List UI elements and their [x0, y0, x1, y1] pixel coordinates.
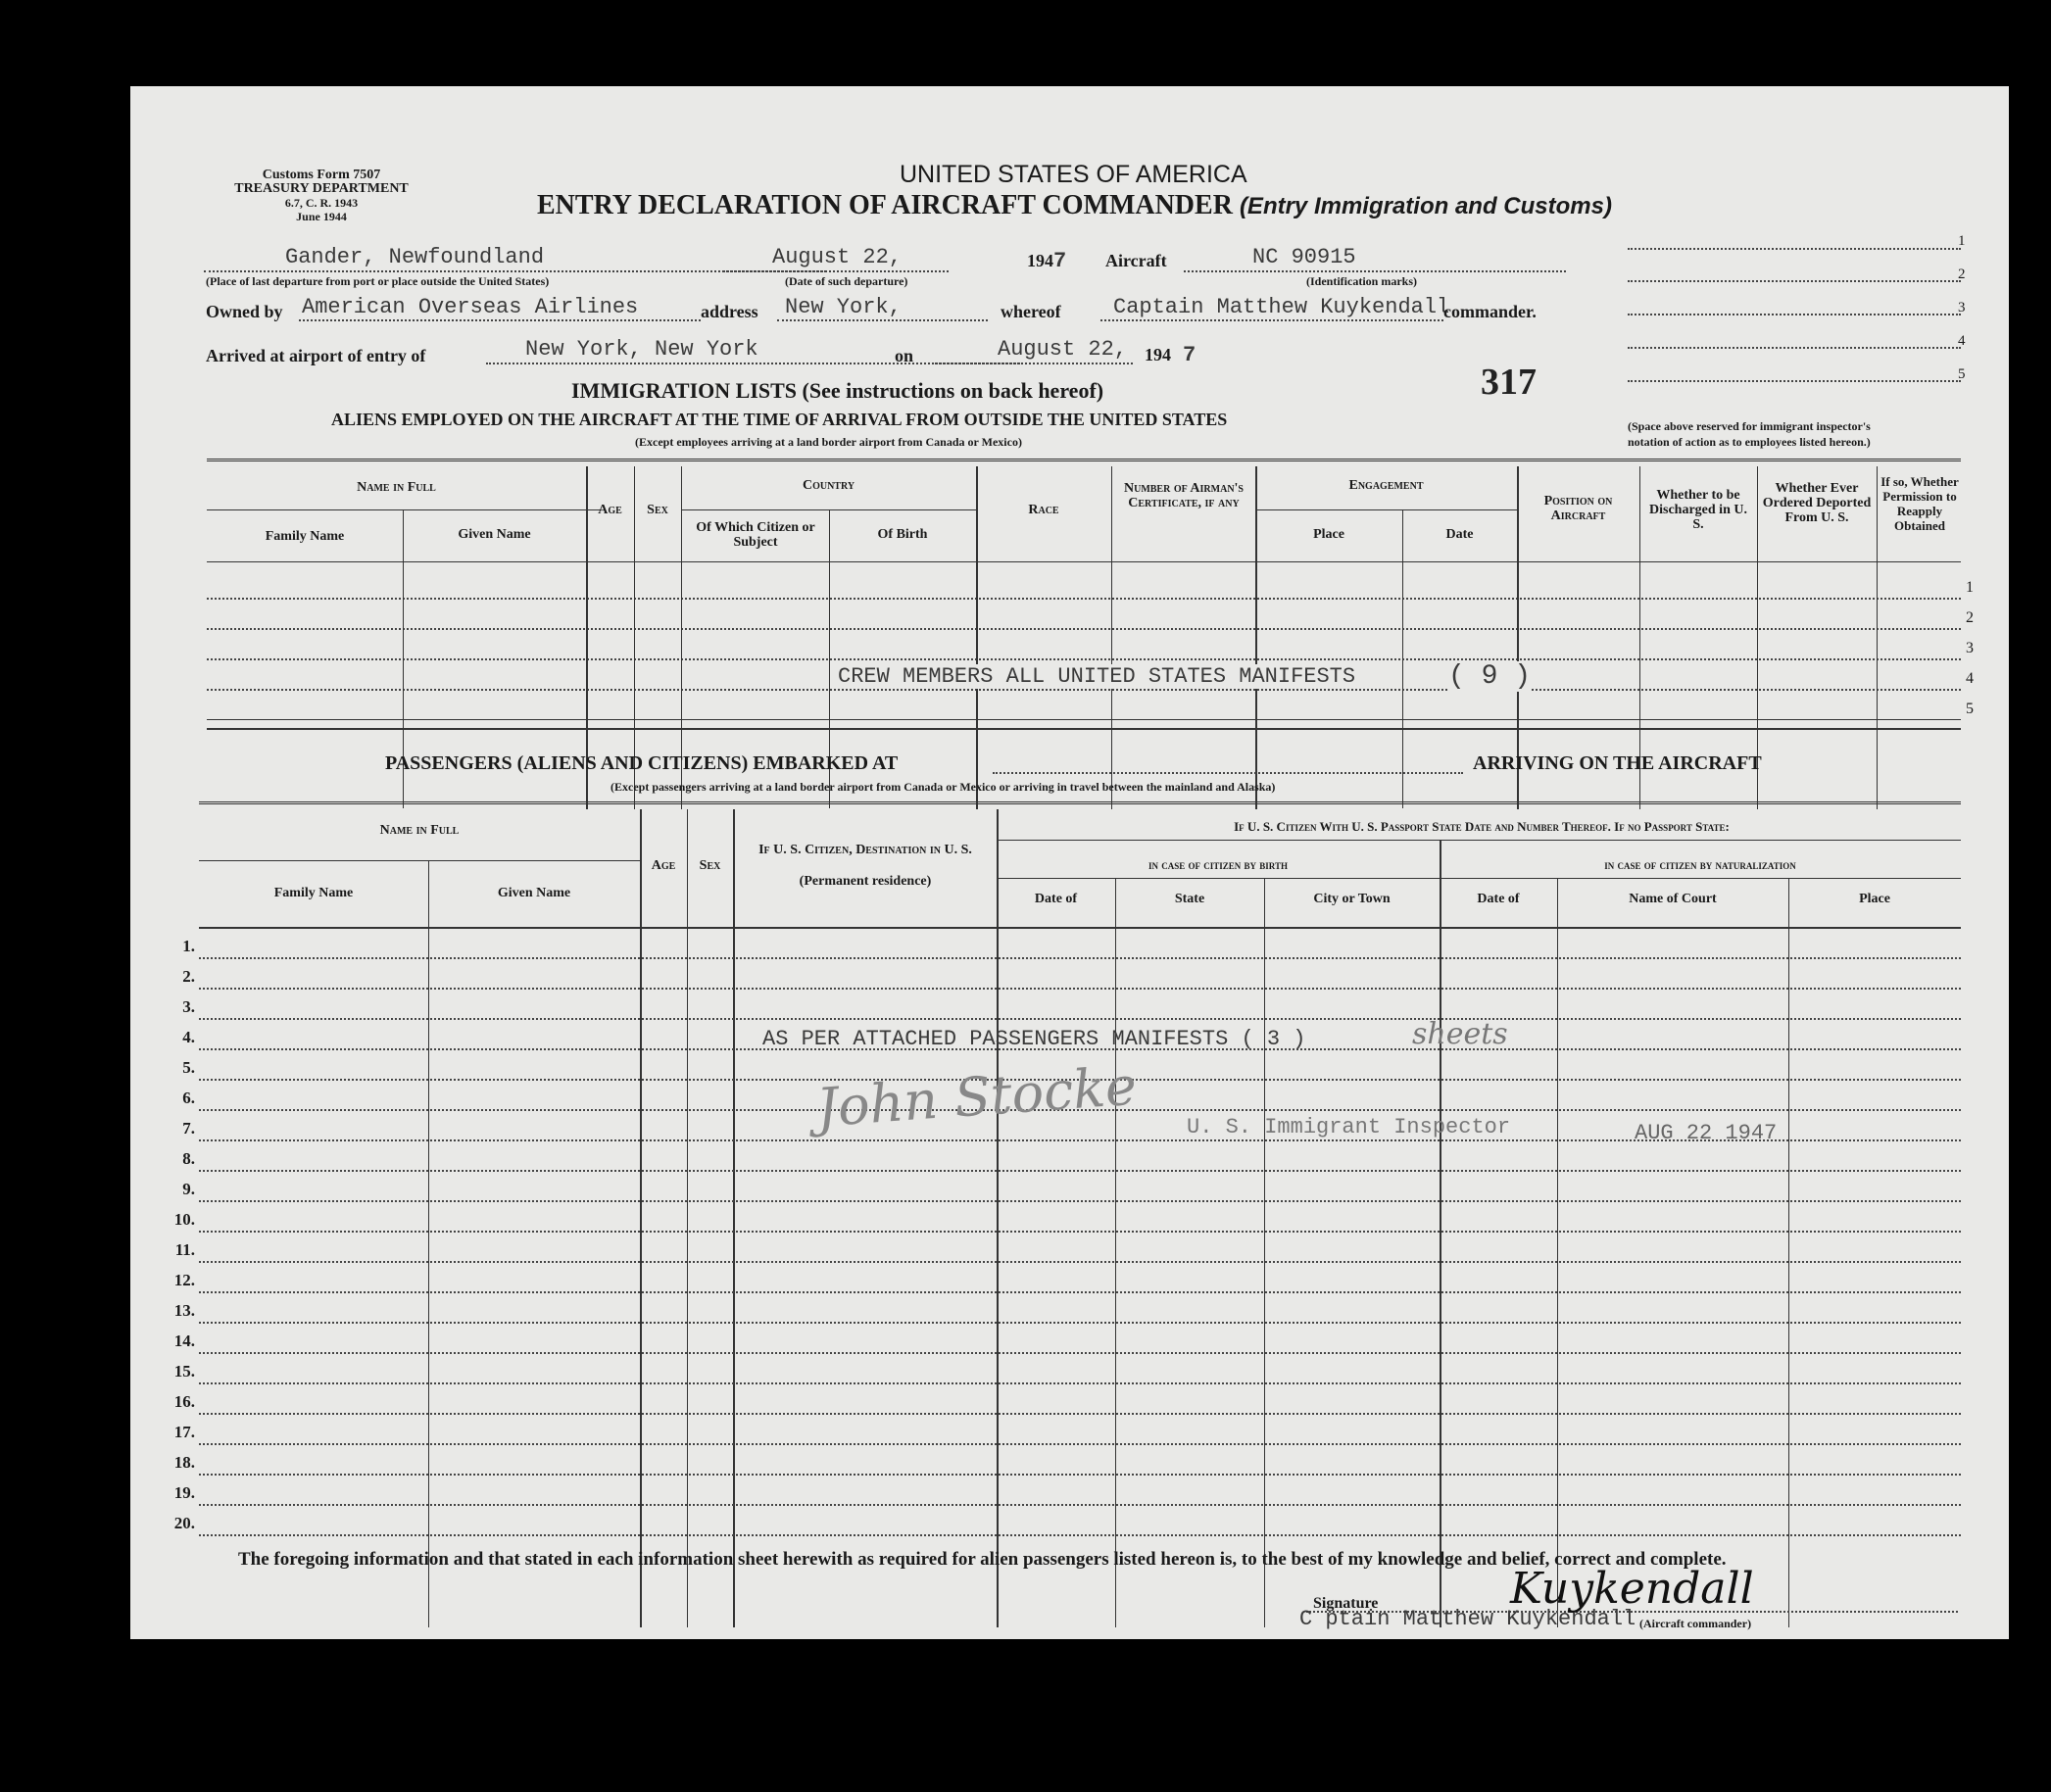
pax-col-family-name: Family Name — [273, 886, 354, 900]
notation-num-2: 2 — [1958, 266, 1966, 282]
pax-col-city: City or Town — [1313, 892, 1391, 906]
immigration-subtitle: ALIENS EMPLOYED ON THE AIRCRAFT AT THE TIME OF ARRIVAL FROM OUTSIDE THE UNITED STATES — [331, 410, 1228, 429]
address-line — [777, 319, 988, 321]
passengers-title-right: ARRIVING ON THE AIRCRAFT — [1473, 752, 1762, 774]
departure-year-prefix: 194 — [1027, 251, 1053, 270]
notation-line-2 — [1628, 280, 1961, 282]
departure-date: August 22, — [772, 245, 903, 269]
header-title — [537, 190, 1612, 221]
commander-typed-name: C ptain Matthew Kuykendall — [1299, 1607, 1636, 1631]
pax-row-line — [199, 1352, 1961, 1354]
arrival-year-prefix: 194 — [1145, 345, 1171, 364]
pax-col-destination: If U. S. Citizen, Destination in U. S. — [758, 843, 972, 857]
arrival-place: New York, New York — [525, 337, 758, 362]
pax-row-number: 2. — [182, 967, 195, 986]
crew-row-num-1: 1 — [1966, 579, 1974, 596]
departure-place-caption: (Place of last departure from port or place outside the United States) — [206, 274, 550, 288]
pax-row-number: 20. — [173, 1514, 195, 1532]
crew-top-rule — [207, 459, 1961, 461]
inspector-stamp-date: AUG 22 1947 — [1635, 1121, 1778, 1145]
arrival-date: August 22, — [998, 337, 1128, 362]
pax-row-line — [199, 1170, 1961, 1172]
pax-row-number: 15. — [173, 1362, 195, 1380]
pax-vline — [1115, 878, 1116, 1627]
crew-col-name-in-full: Name in Full — [357, 480, 436, 495]
whereof-label: whereof — [1001, 302, 1061, 321]
pax-row-line — [199, 1291, 1961, 1293]
aircraft-id: NC 90915 — [1252, 245, 1356, 269]
crew-col-position: Position on Aircraft — [1543, 494, 1613, 523]
pax-row-line — [199, 1231, 1961, 1233]
pax-row-number: 8. — [182, 1149, 195, 1168]
departure-date-caption: (Date of such departure) — [785, 274, 908, 288]
title-main: ENTRY DECLARATION OF AIRCRAFT COMMANDER — [537, 190, 1233, 220]
crew-col-of-birth: Of Birth — [877, 527, 928, 542]
notation-num-5: 5 — [1958, 366, 1966, 382]
pax-row-number: 1. — [182, 937, 195, 955]
crew-row-num-5: 5 — [1966, 701, 1974, 717]
pax-row-number: 12. — [173, 1271, 195, 1289]
arrival-label: Arrived at airport of entry of — [206, 346, 426, 365]
owner-label: Owned by — [206, 302, 283, 321]
header-country: UNITED STATES OF AMERICA — [900, 161, 1247, 188]
crew-row-line-3 — [207, 658, 1961, 660]
pax-subrule-birth — [998, 878, 1961, 879]
crew-col-race: Race — [1028, 503, 1059, 517]
pax-row-number: 11. — [174, 1240, 195, 1259]
pax-handwritten-sheets: sheets — [1412, 1017, 1508, 1051]
pax-row-line — [199, 1534, 1961, 1536]
commander-line — [1100, 319, 1443, 321]
crew-vline — [1255, 466, 1257, 809]
pax-row-number: 7. — [182, 1119, 195, 1138]
pax-row-line — [199, 1474, 1961, 1476]
crew-col-family-name: Family Name — [265, 529, 345, 544]
reserved-note-2: notation of action as to employees listed hereon.) — [1628, 435, 1871, 449]
pax-row-number: 9. — [182, 1180, 195, 1198]
crew-row-num-4: 4 — [1966, 670, 1974, 687]
pax-col-date-of: Date of — [1034, 892, 1078, 906]
arrival-on-label: on — [895, 346, 914, 365]
crew-row-num-2: 2 — [1966, 609, 1974, 626]
owner-line — [299, 319, 701, 321]
certification-text: The foregoing information and that stated in each information sheet herewith as required for alien passengers listed hereon is, to the best of my knowledge and belief, correct and complete. — [238, 1549, 1727, 1570]
owner-value: American Overseas Airlines — [302, 295, 639, 319]
pax-row-number: 13. — [173, 1301, 195, 1320]
crew-vline — [1402, 509, 1403, 808]
pax-row-line — [199, 1322, 1961, 1324]
immigration-title: IMMIGRATION LISTS (See instructions on back hereof) — [571, 378, 1104, 403]
crew-row-line-4 — [207, 689, 1961, 691]
departure-year — [1027, 249, 1066, 273]
pax-row-line — [199, 1382, 1961, 1384]
pax-col-name-in-full: Name in Full — [379, 823, 460, 838]
crew-col-country: Country — [802, 478, 855, 493]
crew-row-line-2 — [207, 628, 1961, 630]
pax-row-number: 18. — [173, 1453, 195, 1472]
pax-top-rule — [199, 801, 1961, 804]
crew-row-num-3: 3 — [1966, 640, 1974, 656]
crew-col-citizen-of: Of Which Citizen or Subject — [696, 520, 815, 550]
pax-row-line — [199, 1443, 1961, 1445]
commander-name: Captain Matthew Kuykendall — [1113, 295, 1450, 319]
pax-row-line — [199, 988, 1961, 990]
arrival-year — [1145, 343, 1196, 367]
pax-row-number: 17. — [173, 1423, 195, 1441]
notation-num-1: 1 — [1958, 233, 1966, 249]
crew-col-engagement: Engagement — [1348, 478, 1424, 493]
pax-row-number: 16. — [173, 1392, 195, 1411]
form-id-block — [204, 169, 439, 223]
pax-subrule-name — [199, 860, 640, 861]
crew-typed-count: ( 9 ) — [1448, 661, 1532, 692]
pax-row-number: 19. — [173, 1483, 195, 1502]
form-reg: 6.7, C. R. 1943 — [284, 196, 359, 210]
pax-row-line — [199, 1018, 1961, 1020]
crew-head-bottom — [207, 561, 1961, 562]
pax-row-line — [199, 1200, 1961, 1202]
inspector-title: U. S. Immigrant Inspector — [1187, 1115, 1511, 1139]
pax-col-given-name: Given Name — [497, 886, 571, 900]
crew-subrule-engagement — [1257, 509, 1517, 510]
immigration-note: (Except employees arriving at a land border airport from Canada or Mexico) — [635, 435, 1022, 449]
aircraft-line — [1184, 270, 1566, 272]
address-label: address — [701, 302, 758, 321]
pax-col-passport: If U. S. Citizen With U. S. Passport State Date and Number Thereof. If no Passport State: — [1234, 819, 1730, 834]
crew-col-age: Age — [598, 503, 622, 517]
pax-row-line — [199, 1504, 1961, 1506]
pax-col-state: State — [1174, 892, 1205, 906]
pax-col-sex: Sex — [699, 858, 721, 873]
pax-typed-note: AS PER ATTACHED PASSENGERS MANIFESTS ( 3 ) — [762, 1027, 1306, 1051]
signature-label: Signature — [1313, 1595, 1379, 1612]
title-sub: (Entry Immigration and Customs) — [1239, 193, 1612, 219]
pax-row-number: 10. — [173, 1210, 195, 1229]
notation-line-4 — [1628, 347, 1961, 349]
crew-col-place: Place — [1313, 527, 1344, 542]
pax-row-number: 6. — [182, 1089, 195, 1107]
pax-vline — [1788, 878, 1789, 1627]
crew-col-sex: Sex — [647, 503, 668, 517]
crew-vline — [1111, 466, 1112, 809]
pax-vline — [428, 860, 429, 1627]
crew-bottom-rule — [207, 719, 1961, 720]
pax-vline — [1264, 878, 1265, 1627]
pax-row-number: 3. — [182, 997, 195, 1016]
form-sheet — [130, 86, 2009, 1639]
notation-line-3 — [1628, 314, 1961, 315]
notation-line-1 — [1628, 248, 1961, 250]
passengers-title-left: PASSENGERS (ALIENS AND CITIZENS) EMBARKED AT — [385, 752, 899, 774]
pax-row-line — [199, 1261, 1961, 1263]
crew-col-permission: If so, Whether Permission to Reapply Obtained — [1880, 474, 1959, 533]
crew-col-date: Date — [1445, 527, 1474, 542]
pax-subrule-passport — [998, 840, 1961, 841]
departure-place: Gander, Newfoundland — [285, 245, 545, 269]
stamp-number: 317 — [1481, 362, 1537, 403]
crew-subrule-name — [207, 509, 601, 510]
crew-col-deported: Whether Ever Ordered Deported From U. S. — [1762, 481, 1872, 525]
commander-suffix: commander. — [1443, 302, 1537, 321]
pax-vline — [1557, 878, 1558, 1627]
notation-line-5 — [1628, 380, 1961, 382]
departure-date-line — [718, 270, 949, 272]
pax-col-destination-sub: (Permanent residence) — [799, 874, 932, 889]
pax-row-line — [199, 957, 1961, 959]
passengers-embark-line — [993, 772, 1463, 774]
crew-vline — [1877, 466, 1878, 809]
arrival-date-line — [932, 363, 1133, 364]
inspector-signature: John Stocke — [814, 1054, 1139, 1139]
notation-num-3: 3 — [1958, 300, 1966, 315]
crew-vline — [976, 466, 978, 809]
form-dept: TREASURY DEPARTMENT — [234, 181, 409, 196]
pax-row-number: 4. — [182, 1028, 195, 1046]
form-name: Customs Form 7507 — [262, 168, 381, 182]
aircraft-label: Aircraft — [1105, 251, 1167, 270]
aircraft-caption: (Identification marks) — [1306, 274, 1417, 288]
crew-col-given-name: Given Name — [458, 527, 531, 542]
departure-year-digit: 7 — [1053, 249, 1067, 273]
pax-col-place: Place — [1859, 892, 1890, 906]
crew-row-line-1 — [207, 598, 1961, 600]
crew-col-certificate: Number of Airman's Certificate, if any — [1123, 481, 1244, 510]
crew-typed-note: CREW MEMBERS ALL UNITED STATES MANIFESTS — [838, 664, 1356, 689]
section-divider — [207, 728, 1961, 730]
pax-col-date-of-2: Date of — [1477, 892, 1520, 906]
arrival-year-digit: 7 — [1183, 343, 1196, 367]
pax-col-by-naturalization: in case of citizen by naturalization — [1604, 857, 1796, 872]
pax-col-by-birth: in case of citizen by birth — [1148, 857, 1288, 872]
pax-col-court: Name of Court — [1629, 892, 1717, 906]
pax-row-line — [199, 1413, 1961, 1415]
form-date: June 1944 — [296, 210, 347, 223]
notation-num-4: 4 — [1958, 333, 1966, 349]
commander-signature: Kuykendall — [1510, 1564, 1754, 1614]
commander-role-caption: (Aircraft commander) — [1639, 1617, 1752, 1630]
pax-row-number: 14. — [173, 1332, 195, 1350]
pax-col-age: Age — [651, 858, 676, 873]
crew-col-discharged: Whether to be Discharged in U. S. — [1649, 488, 1747, 532]
pax-head-bottom — [199, 927, 1961, 929]
passengers-note: (Except passengers arriving at a land border airport from Canada or Mexico or arriving in travel between the mainland and Alaska) — [610, 780, 1276, 794]
reserved-note-1: (Space above reserved for immigrant inspector's — [1628, 419, 1871, 433]
address-value: New York, — [785, 295, 902, 319]
pax-row-number: 5. — [182, 1058, 195, 1077]
